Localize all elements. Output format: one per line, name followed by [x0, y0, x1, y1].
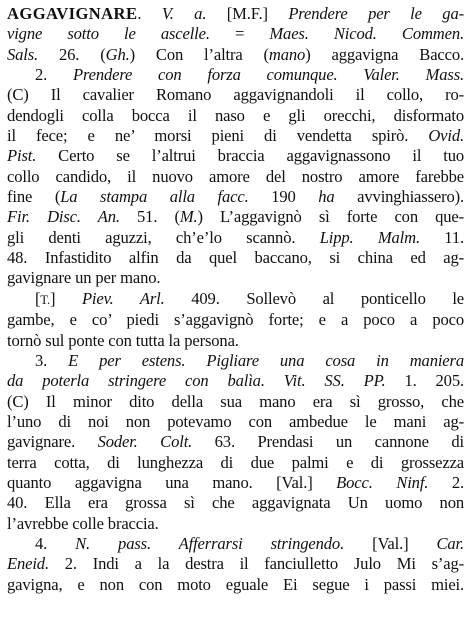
- text-segment: quanto aggavigna una mano. [Val.]: [7, 472, 337, 492]
- text-segment: collo candido, il nuovo amore del nostro amore farebbe: [7, 166, 464, 186]
- text-segment: 26. (: [38, 44, 106, 64]
- entry-line: [7, 4, 464, 24]
- text-segment: tornò sul ponte con tutta la persona.: [7, 330, 239, 350]
- text-segment: 3.: [35, 350, 69, 370]
- entry-line: [7, 106, 464, 126]
- italic-segment: vigne sotto le ascelle.: [7, 24, 210, 44]
- text-segment: ]: [49, 288, 82, 308]
- text-segment: 48. Infastidito alfin da quel baccano, si china ed ag-: [7, 248, 464, 268]
- text-segment: ) aggavigna Bacco.: [305, 44, 464, 64]
- text-segment: 2.: [428, 472, 464, 492]
- italic-segment: N. pass. Afferrarsi stringendo.: [75, 533, 345, 553]
- text-segment: (C) Il cavalier Romano aggavignandoli il collo, ro-: [7, 85, 464, 105]
- italic-segment: Piev. Arl.: [81, 288, 165, 308]
- text-segment: 2. Indi a la destra il fanciulletto Julo Mi s’ag-: [48, 554, 464, 574]
- text-segment: .: [137, 4, 162, 23]
- entry-line: [7, 268, 464, 288]
- text-segment: terra cotta, di lunghezza di due palmi e di grossezza: [7, 452, 464, 472]
- entry-line: [7, 473, 464, 493]
- entry-line: [7, 493, 464, 513]
- text-segment: 4.: [35, 533, 76, 553]
- italic-segment: mano: [268, 44, 306, 64]
- italic-segment: Car.: [436, 533, 464, 553]
- text-segment: avvinghiassero).: [334, 187, 464, 207]
- entry-line: [7, 392, 464, 412]
- text-segment: [: [35, 288, 41, 308]
- text-segment: =: [209, 24, 270, 44]
- entry-line: [7, 432, 464, 452]
- italic-segment: Prendere con forza comunque. Valer. Mass.: [72, 65, 464, 85]
- entry-line: [7, 331, 464, 351]
- italic-segment: M.: [179, 207, 198, 227]
- headword: AGGAVIGNARE: [7, 4, 138, 23]
- entry-line: [7, 310, 464, 330]
- text-segment: gavignare un per mano.: [7, 268, 161, 288]
- entry-line: [7, 146, 464, 166]
- italic-segment: V. a.: [161, 4, 207, 23]
- italic-segment: Sals.: [7, 44, 39, 64]
- text-segment: 63. Prendasi un cannone di: [192, 432, 464, 452]
- italic-segment: Bocc. Ninf.: [336, 472, 429, 492]
- italic-segment: Eneid.: [7, 554, 49, 574]
- text-segment: dendogli colla bocca il naso e gli orecchi, disformato: [7, 105, 464, 125]
- entry-line: [7, 575, 464, 595]
- italic-segment: Soder. Colt.: [97, 432, 193, 452]
- entry-line: [7, 65, 464, 85]
- italic-segment: E per estens. Pigliare una cosa in maniera: [68, 350, 464, 370]
- entry-line: [7, 45, 464, 65]
- italic-segment: Fir. Disc. An.: [7, 207, 120, 227]
- entry-line: [7, 351, 464, 371]
- entry-line: [7, 453, 464, 473]
- entry-line: [7, 228, 464, 248]
- entry-line: [7, 24, 464, 44]
- italic-segment: da poterla stringere con balìa. Vit. SS. PP.: [7, 371, 386, 391]
- italic-segment: Prendere per le ga-: [288, 4, 464, 23]
- text-segment: (C) Il minor dito della sua mano era sì grosso, che: [7, 391, 464, 411]
- text-segment: gavigna, e non con moto eguale Ei segue i passi miei.: [7, 574, 464, 594]
- entry-line: [7, 412, 464, 432]
- entry-line: [7, 289, 464, 310]
- text-segment: 1. 205.: [385, 371, 464, 391]
- text-segment: ) Con l’altra (: [129, 44, 269, 64]
- italic-segment: Lipp. Malm.: [319, 227, 420, 247]
- entry-line: [7, 371, 464, 391]
- text-segment: 51. (: [119, 207, 180, 227]
- entry-line: [7, 207, 464, 227]
- text-segment: il fece; e ne’ morsi pieni di vendetta spirò.: [7, 126, 429, 146]
- text-segment: 190: [248, 187, 319, 207]
- text-segment: Certo se l’altrui braccia aggavignassono il tuo: [36, 146, 464, 166]
- italic-segment: Ovid.: [428, 126, 464, 146]
- italic-segment: La stampa alla facc.: [60, 187, 249, 207]
- text-segment: fine (: [7, 187, 61, 207]
- text-segment: ) L’aggavignò sì forte con que-: [197, 207, 464, 227]
- italic-segment: Pist.: [7, 146, 37, 166]
- entry-line: [7, 514, 464, 534]
- dictionary-entry-aggavignare: [7, 4, 464, 595]
- text-segment: l’uno di noi non potevamo con ambedue le mani ag-: [7, 411, 464, 431]
- text-segment: gambe, e co’ piedi s’aggavignò forte; e a poco a poco: [7, 310, 464, 330]
- entry-line: [7, 554, 464, 574]
- text-segment: 11.: [419, 227, 464, 247]
- italic-segment: Maes. Nicod. Commen.: [269, 24, 464, 44]
- text-segment: gavignare.: [7, 432, 98, 452]
- text-segment: [M.F.]: [206, 4, 289, 23]
- text-segment: l’avrebbe colle braccia.: [7, 513, 159, 533]
- text-segment: 2.: [35, 65, 73, 85]
- text-segment: 40. Ella era grossa sì che aggavignata Un uomo non: [7, 493, 464, 513]
- entry-line: [7, 534, 464, 554]
- italic-segment: Gh.: [105, 44, 130, 64]
- entry-line: [7, 187, 464, 207]
- entry-line: [7, 167, 464, 187]
- text-segment: gli denti aguzzi, ch’e’lo scannò.: [7, 227, 320, 247]
- italic-segment: ha: [318, 187, 335, 207]
- text-segment: [Val.]: [344, 533, 437, 553]
- small-caps-segment: T.: [40, 292, 50, 307]
- entry-line: [7, 85, 464, 105]
- entry-line: [7, 126, 464, 146]
- entry-line: [7, 248, 464, 268]
- text-segment: 409. Sollevò al ponticello le: [164, 288, 464, 308]
